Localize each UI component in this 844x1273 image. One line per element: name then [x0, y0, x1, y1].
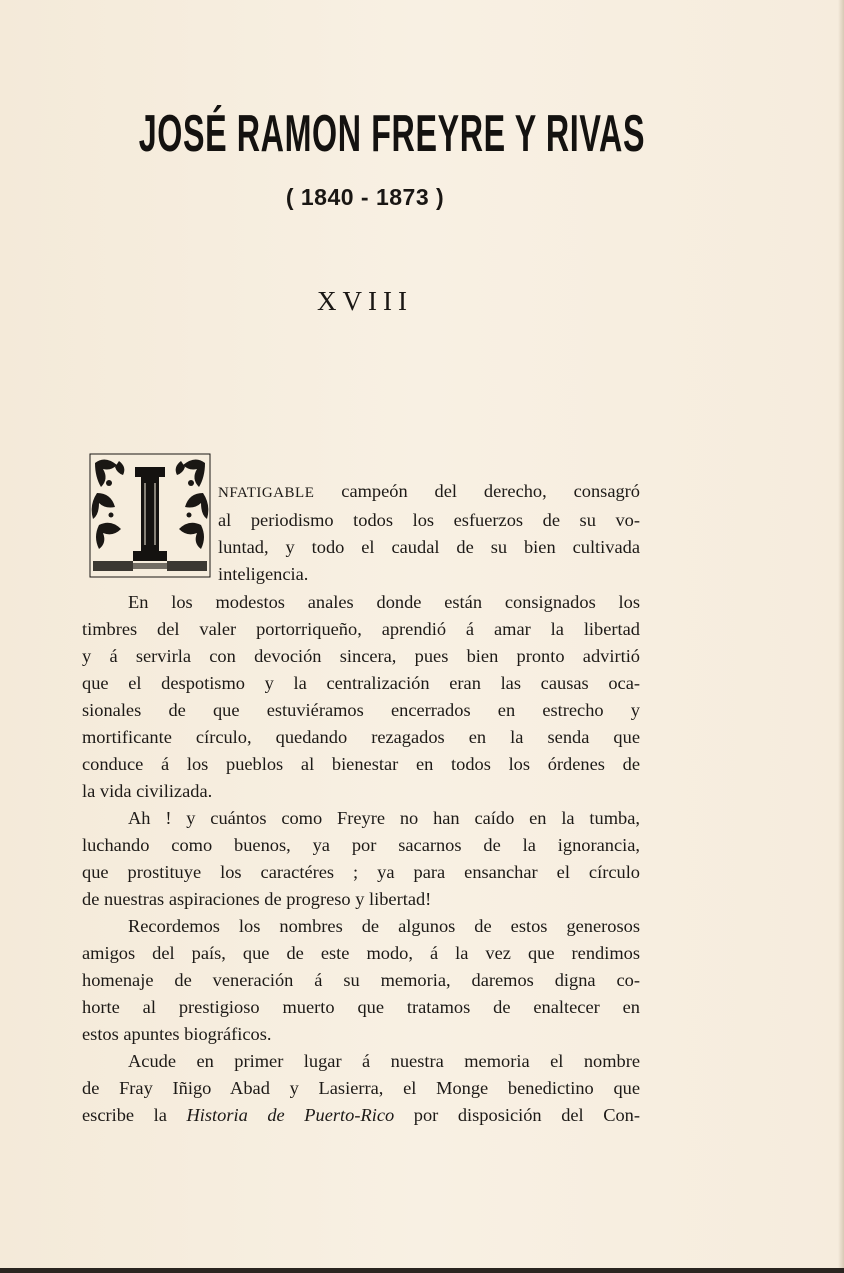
text-line: Ah ! y cuántos como Freyre no han caído en la tumba,	[128, 808, 640, 828]
life-dates: ( 1840 - 1873 )	[285, 184, 445, 210]
intro-line: al periodismo todos los esfuerzos de su vo-	[218, 510, 640, 530]
text-line: amigos del país, que de este modo, á la vez que rendimos	[82, 943, 640, 963]
text-line: conduce á los pueblos al bienestar en todos los órdenes de	[82, 754, 640, 774]
intro-paragraph	[218, 478, 640, 588]
text-line: horte al prestigioso muerto que tratamos de enaltecer en	[82, 997, 640, 1017]
intro-line	[218, 478, 640, 507]
text-line: de nuestras aspiraciones de progreso y libertad!	[82, 889, 432, 909]
chapter-number: XVIII	[317, 286, 413, 316]
text-line: de Fray Iñigo Abad y Lasierra, el Monge benedictino que	[82, 1078, 640, 1098]
page-bottom-edge	[0, 1268, 844, 1273]
text-line: Acude en primer lugar á nuestra memoria el nombre	[128, 1051, 640, 1071]
text-line: homenaje de veneración á su memoria, daremos digna co-	[82, 970, 640, 990]
text-segment: por disposición del Con-	[394, 1105, 641, 1125]
text-line: estos apuntes biográficos.	[82, 1024, 272, 1044]
intro-line-rest: campeón del derecho, consagró	[314, 481, 640, 501]
text-line: timbres del valer portorriqueño, aprendió á amar la libertad	[82, 619, 640, 639]
text-line	[82, 1102, 640, 1129]
book-title-italic: Historia de Puerto-Rico	[186, 1105, 395, 1125]
page-title: JOSÉ RAMON FREYRE Y RIVAS	[138, 105, 646, 163]
text-line: que el despotismo y la centralización eran las causas oca-	[82, 673, 640, 693]
page-edge-shadow	[838, 0, 844, 1273]
text-line: y á servirla con devoción sincera, pues bien pronto advirtió	[82, 646, 640, 666]
text-line: mortificante círculo, quedando rezagados en la senda que	[82, 727, 640, 747]
text-line: que prostituye los caractéres ; ya para ensanchar el círculo	[82, 862, 640, 882]
intro-line: luntad, y todo el caudal de su bien cultivada	[218, 537, 640, 557]
intro-lead-word: NFATIGABLE	[218, 485, 315, 501]
ornamental-dropcap-icon	[89, 453, 211, 578]
body-text	[82, 589, 640, 1129]
text-line: luchando como buenos, ya por sacarnos de la ignorancia,	[82, 835, 640, 855]
text-line: la vida civilizada.	[82, 781, 213, 801]
intro-line: inteligencia.	[218, 564, 309, 584]
text-line: En los modestos anales donde están consignados los	[128, 592, 640, 612]
text-line: sionales de que estuviéramos encerrados en estrecho y	[82, 700, 640, 720]
text-segment: escribe la	[82, 1105, 187, 1125]
text-line: Recordemos los nombres de algunos de estos generosos	[128, 916, 640, 936]
